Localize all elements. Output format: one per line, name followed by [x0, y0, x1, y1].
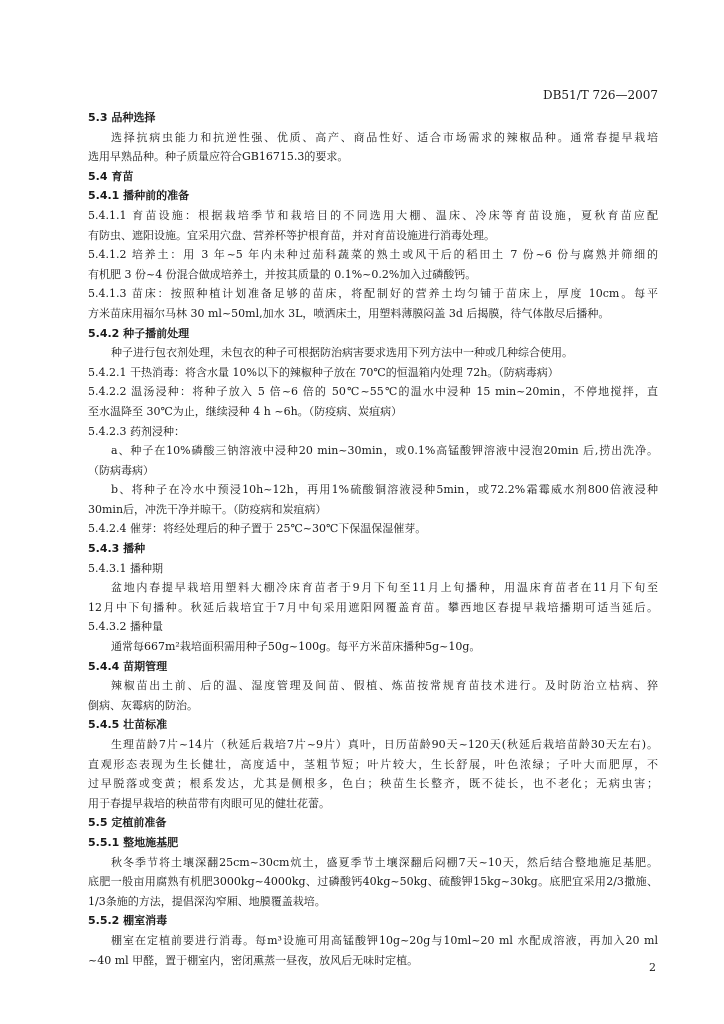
page-number: 2: [649, 961, 656, 974]
text-line: （防病毒病）: [88, 463, 154, 477]
text-line: a、种子在10%磷酸三钠溶液中浸种20 min~30min，或0.1%高锰酸钾溶液中浸泡20min 后,捞出洗净。: [111, 444, 658, 458]
text-line: 生理苗龄7片~14片（秋延后栽培7片~9片）真叶，日历苗龄90天~120天(秋延后栽培苗龄30天左右)。: [111, 738, 658, 751]
text-line: 有防虫、遮阳设施。宜采用穴盘、营养杯等护根育苗，并对育苗设施进行消毒处理。: [88, 228, 495, 242]
section-heading: 5.5 定植前准备: [88, 816, 167, 830]
text-line: 种子进行包衣剂处理，未包衣的种子可根据防治病害要求选用下列方法中一种或几种综合使用。: [111, 346, 573, 360]
text-line: 棚室在定植前要进行消毒。每m³设施可用高锰酸钾10g~20g与10ml~20 ml 水配成溶液，再加入20 ml: [111, 933, 658, 947]
text-line: 5.4.2.2 温汤浸种：将种子放入 5 倍~6 倍的 50℃~55℃的温水中浸种 15 min~20min，不停地搅拌，直: [88, 385, 658, 399]
text-line: ~40 ml 甲醛，置于棚室内，密闭熏蒸一昼夜，放风后无味时定植。: [88, 953, 419, 967]
section-heading: 5.5.1 整地施基肥: [88, 835, 179, 849]
text-line: 选用早熟品种。种子质量应符合GB16715.3的要求。: [88, 150, 349, 164]
text-line: 用于春提早栽培的秧苗带有肉眼可见的健壮花蕾。: [88, 796, 330, 810]
text-line: 方米苗床用福尔马林 30 ml~50ml,加水 3L，喷洒床土，用塑料薄膜闷盖 3d 后揭膜，待气体散尽后播种。: [88, 306, 610, 320]
text-line: 5.4.1.2 培养土：用 3 年~5 年内未种过茄科蔬菜的熟土或风干后的稻田土 7 份~6 份与腐熟并筛细的: [88, 248, 658, 262]
text-line: 5.4.1.3 苗床：按照种植计划准备足够的苗床，将配制好的营养土均匀铺于苗床上，厚度 10cm。每平: [88, 287, 658, 301]
text-line: 5.4.2.1 干热消毒：将含水量 10%以下的辣椒种子放在 70℃的恒温箱内处理 72h。（防病毒病）: [88, 365, 559, 379]
text-line: 底肥一般亩用腐熟有机肥3000kg~4000kg、过磷酸钙40kg~50kg、硫酸钾15kg~30kg。底肥宜采用2/3撒施、: [88, 875, 658, 889]
text-line: 至水温降至 30℃为止，继续浸种 4 h ~6h。（防疫病、炭疽病）: [88, 404, 403, 418]
text-line: 辣椒苗出土前、后的温、湿度管理及间苗、假植、炼苗按常规育苗技术进行。及时防治立枯病、猝: [111, 679, 658, 693]
text-line: 1/3条施的方法，提倡深沟窄厢、地膜覆盖栽培。: [88, 894, 326, 908]
text-line: b、将种子在冷水中预浸10h~12h，再用1%硫酸铜溶液浸种5min，或72.2%霜霉威水剂800倍液浸种: [111, 483, 658, 497]
text-line: 5.4.3.1 播种期: [88, 561, 163, 575]
section-heading: 5.4.3 播种: [88, 542, 146, 556]
text-line: 盆地内春提早栽培用塑料大棚冷床育苗者于9月下旬至11月上旬播种，用温床育苗者在11月下旬至: [111, 581, 658, 595]
section-heading: 5.3 品种选择: [88, 111, 156, 124]
section-heading: 5.5.2 棚室消毒: [88, 914, 168, 928]
text-line: 选择抗病虫能力和抗逆性强、优质、高产、商品性好、适合市场需求的辣椒品种。通常春提早栽培: [111, 130, 658, 144]
text-line: 5.4.2.3 药剂浸种：: [88, 424, 185, 438]
text-line: 5.4.1.1 育苗设施：根据栽培季节和栽培目的不同选用大棚、温床、冷床等育苗设施，夏秋育苗应配: [88, 208, 658, 222]
text-line: 秋冬季节将土壤深翻25cm~30cm炕土，盛夏季节土壤深翻后闷棚7天~10天，然后结合整地施足基肥。: [111, 855, 658, 869]
text-line: 倒病、灰霉病的防治。: [88, 698, 198, 712]
document-code-header: DB51/T 726—2007: [542, 88, 658, 102]
section-heading: 5.4.2 种子播前处理: [88, 326, 190, 340]
section-heading: 5.4 育苗: [88, 169, 134, 183]
section-heading: 5.4.4 苗期管理: [88, 659, 168, 673]
text-line: 有机肥 3 份~4 份混合做成培养土，并按其质量的 0.1%~0.2%加入过磷酸钙。: [88, 267, 477, 281]
text-line: 5.4.3.2 播种量: [88, 620, 163, 634]
text-line: 30min后，冲洗干净并晾干。（防疫病和炭疽病）: [88, 502, 327, 516]
text-line: 直观形态表现为生长健壮，高度适中，茎粗节短；叶片较大，生长舒展，叶色浓绿；子叶大而肥厚，不: [88, 757, 658, 771]
section-heading: 5.4.1 播种前的准备: [88, 189, 190, 203]
text-line: 12月中下旬播种。秋延后栽培宜于7月中旬采用遮阳网覆盖育苗。攀西地区春提早栽培播期可适当延后。: [88, 600, 658, 614]
text-line: 5.4.2.4 催芽：将经处理后的种子置于 25℃~30℃下保温保湿催芽。: [88, 522, 427, 536]
text-line: 过早脱落或变黄；根系发达，尤其是侧根多，色白；秧苗生长整齐，既不徒长，也不老化；无病虫害；: [88, 777, 658, 791]
section-heading: 5.4.5 壮苗标准: [88, 718, 168, 732]
text-line: 通常每667m²栽培面积需用种子50g~100g。每平方米苗床播种5g~10g。: [111, 640, 481, 654]
document-body: [88, 108, 658, 970]
